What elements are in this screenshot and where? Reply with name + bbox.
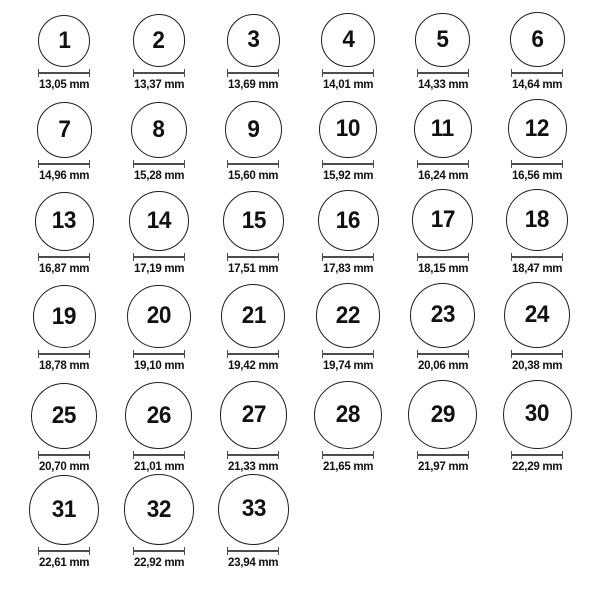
ring-circle xyxy=(225,101,282,158)
ring-size-cell xyxy=(206,284,301,372)
ring-size-number: 15 xyxy=(241,206,266,234)
ring-size-number: 18 xyxy=(525,205,550,233)
ring-circle xyxy=(412,189,474,251)
ring-circle xyxy=(37,102,93,158)
ring-size-cell xyxy=(490,282,585,372)
diameter-measure-line xyxy=(322,451,374,459)
diameter-measure-line xyxy=(133,451,185,459)
ring-size-cell xyxy=(490,380,585,473)
ring-size-number: 12 xyxy=(525,114,550,142)
chart-row-1 xyxy=(0,0,600,91)
ring-circle xyxy=(314,381,382,449)
ring-circle xyxy=(31,383,97,449)
diameter-label: 19,42 mm xyxy=(228,358,279,372)
ring-size-cell xyxy=(301,101,396,182)
ring-size-number: 3 xyxy=(247,26,260,54)
ring-size-cell xyxy=(17,285,112,372)
ring-size-number: 21 xyxy=(241,302,266,329)
diameter-label: 17,19 mm xyxy=(133,261,185,275)
ring-circle xyxy=(29,475,99,545)
ring-circle xyxy=(316,283,381,348)
diameter-measure-line xyxy=(417,451,469,459)
diameter-label: 21,01 mm xyxy=(133,459,185,473)
diameter-measure-line xyxy=(322,160,374,168)
ring-size-cell xyxy=(112,285,207,372)
ring-circle xyxy=(124,474,195,545)
ring-circle xyxy=(319,101,376,158)
ring-circle xyxy=(410,283,475,348)
ring-circle xyxy=(133,14,186,67)
ring-size-cell xyxy=(490,99,585,182)
diameter-label: 20,70 mm xyxy=(39,459,90,473)
ring-size-cell xyxy=(301,190,396,275)
ring-size-cell xyxy=(206,191,301,275)
diameter-label: 20,38 mm xyxy=(512,358,563,372)
chart-row-5 xyxy=(0,372,600,473)
ring-size-cell xyxy=(17,15,112,91)
ring-size-number: 31 xyxy=(52,496,77,523)
ring-size-number: 29 xyxy=(430,400,455,428)
ring-size-cell xyxy=(112,191,207,275)
ring-circle xyxy=(506,189,568,251)
diameter-label: 19,74 mm xyxy=(322,358,374,372)
ring-size-cell xyxy=(112,102,207,182)
diameter-label: 15,92 mm xyxy=(322,168,374,182)
diameter-measure-line xyxy=(133,547,185,555)
ring-circle xyxy=(508,99,567,158)
diameter-label: 22,92 mm xyxy=(133,555,185,569)
ring-size-number: 14 xyxy=(146,207,171,235)
ring-size-cell xyxy=(112,474,207,569)
ring-size-number: 30 xyxy=(525,400,550,428)
chart-row-2 xyxy=(0,91,600,182)
ring-size-number: 6 xyxy=(531,25,544,53)
ring-size-cell xyxy=(17,475,112,569)
ring-circle xyxy=(510,12,565,67)
diameter-measure-line xyxy=(511,253,563,261)
ring-circle xyxy=(38,15,90,67)
diameter-label: 22,61 mm xyxy=(39,555,90,569)
ring-size-number: 13 xyxy=(52,207,77,235)
diameter-measure-line xyxy=(133,350,185,358)
diameter-measure-line xyxy=(227,547,279,555)
diameter-label: 16,24 mm xyxy=(417,168,468,182)
diameter-label: 20,06 mm xyxy=(417,358,468,372)
ring-size-cell xyxy=(206,101,301,182)
diameter-measure-line xyxy=(322,350,374,358)
diameter-label: 13,05 mm xyxy=(39,77,90,91)
ring-size-cell xyxy=(17,102,112,182)
ring-circle xyxy=(503,380,572,449)
ring-size-number: 16 xyxy=(335,206,361,234)
ring-size-cell xyxy=(395,380,490,473)
diameter-label: 15,28 mm xyxy=(133,168,185,182)
diameter-measure-line xyxy=(133,69,185,77)
ring-size-cell xyxy=(112,382,207,473)
diameter-label: 15,60 mm xyxy=(228,168,279,182)
ring-size-number: 27 xyxy=(241,401,266,429)
ring-circle xyxy=(223,191,283,251)
diameter-measure-line xyxy=(417,350,469,358)
diameter-measure-line xyxy=(417,253,469,261)
diameter-measure-line xyxy=(227,253,279,261)
ring-circle xyxy=(227,14,280,67)
ring-size-cell xyxy=(301,13,396,91)
ring-size-number: 17 xyxy=(430,206,455,234)
ring-size-cell xyxy=(112,14,207,91)
diameter-measure-line xyxy=(417,160,469,168)
diameter-label: 21,65 mm xyxy=(322,459,374,473)
diameter-measure-line xyxy=(38,547,90,555)
diameter-measure-line xyxy=(322,69,374,77)
chart-row-4 xyxy=(0,275,600,372)
ring-size-number: 23 xyxy=(430,301,455,329)
ring-size-number: 20 xyxy=(146,302,171,330)
ring-size-cell xyxy=(17,192,112,275)
diameter-label: 13,37 mm xyxy=(133,77,185,91)
ring-size-cell xyxy=(395,13,490,91)
diameter-label: 18,15 mm xyxy=(417,261,468,275)
ring-size-number: 26 xyxy=(146,401,171,429)
ring-circle xyxy=(218,474,289,545)
diameter-label: 16,87 mm xyxy=(39,261,90,275)
ring-size-number: 2 xyxy=(152,26,165,54)
diameter-measure-line xyxy=(227,451,279,459)
ring-circle xyxy=(321,13,375,67)
ring-size-cell xyxy=(490,12,585,91)
diameter-measure-line xyxy=(133,253,185,261)
ring-size-cell xyxy=(17,383,112,473)
diameter-measure-line xyxy=(511,350,563,358)
chart-row-6 xyxy=(0,473,600,591)
diameter-label: 17,83 mm xyxy=(322,261,374,275)
diameter-measure-line xyxy=(322,253,374,261)
diameter-label: 22,29 mm xyxy=(512,459,563,473)
ring-size-cell xyxy=(395,283,490,372)
ring-circle xyxy=(415,13,469,67)
ring-size-cell xyxy=(206,381,301,473)
ring-size-number: 28 xyxy=(335,400,361,428)
ring-circle xyxy=(414,100,472,158)
ring-circle xyxy=(318,190,379,251)
ring-size-number: 8 xyxy=(152,115,165,143)
ring-circle xyxy=(125,382,192,449)
ring-size-cell xyxy=(490,189,585,275)
ring-size-number: 1 xyxy=(58,27,71,54)
ring-size-number: 10 xyxy=(335,115,361,143)
diameter-label: 21,97 mm xyxy=(417,459,468,473)
ring-size-cell xyxy=(395,189,490,275)
ring-size-cell xyxy=(395,100,490,182)
diameter-measure-line xyxy=(227,69,279,77)
diameter-measure-line xyxy=(38,350,90,358)
ring-circle xyxy=(221,284,285,348)
ring-size-cell xyxy=(206,474,301,569)
diameter-measure-line xyxy=(227,350,279,358)
diameter-measure-line xyxy=(227,160,279,168)
ring-size-number: 24 xyxy=(525,301,550,329)
diameter-measure-line xyxy=(38,253,90,261)
ring-circle xyxy=(131,102,187,158)
ring-size-cell xyxy=(301,283,396,372)
diameter-label: 14,96 mm xyxy=(39,168,90,182)
diameter-label: 18,47 mm xyxy=(512,261,563,275)
ring-size-cell xyxy=(206,14,301,91)
diameter-label: 19,10 mm xyxy=(133,358,185,372)
ring-circle xyxy=(504,282,570,348)
ring-circle xyxy=(220,381,288,449)
diameter-label: 17,51 mm xyxy=(228,261,279,275)
ring-size-number: 19 xyxy=(52,302,77,330)
diameter-label: 23,94 mm xyxy=(228,555,279,569)
chart-row-3 xyxy=(0,182,600,275)
ring-circle xyxy=(33,285,96,348)
diameter-measure-line xyxy=(38,160,90,168)
diameter-label: 18,78 mm xyxy=(39,358,90,372)
ring-circle xyxy=(408,380,477,449)
diameter-label: 13,69 mm xyxy=(228,77,279,91)
ring-circle xyxy=(129,191,189,251)
diameter-measure-line xyxy=(38,451,90,459)
ring-size-number: 11 xyxy=(431,115,455,142)
ring-size-number: 32 xyxy=(146,495,171,523)
diameter-label: 14,64 mm xyxy=(512,77,563,91)
diameter-label: 14,01 mm xyxy=(322,77,374,91)
ring-circle xyxy=(127,285,190,348)
diameter-measure-line xyxy=(38,69,90,77)
diameter-label: 21,33 mm xyxy=(228,459,279,473)
diameter-label: 14,33 mm xyxy=(417,77,468,91)
ring-size-number: 22 xyxy=(335,301,361,329)
diameter-measure-line xyxy=(133,160,185,168)
diameter-measure-line xyxy=(511,451,563,459)
ring-circle xyxy=(35,192,94,251)
ring-size-number: 7 xyxy=(58,116,71,144)
diameter-label: 16,56 mm xyxy=(512,168,563,182)
ring-size-number: 4 xyxy=(342,26,355,54)
ring-size-cell xyxy=(301,381,396,473)
ring-size-number: 33 xyxy=(241,495,266,523)
diameter-measure-line xyxy=(511,160,563,168)
diameter-measure-line xyxy=(417,69,469,77)
diameter-measure-line xyxy=(511,69,563,77)
ring-size-number: 25 xyxy=(52,401,77,429)
ring-size-number: 5 xyxy=(436,25,449,53)
ring-size-number: 9 xyxy=(247,115,260,143)
